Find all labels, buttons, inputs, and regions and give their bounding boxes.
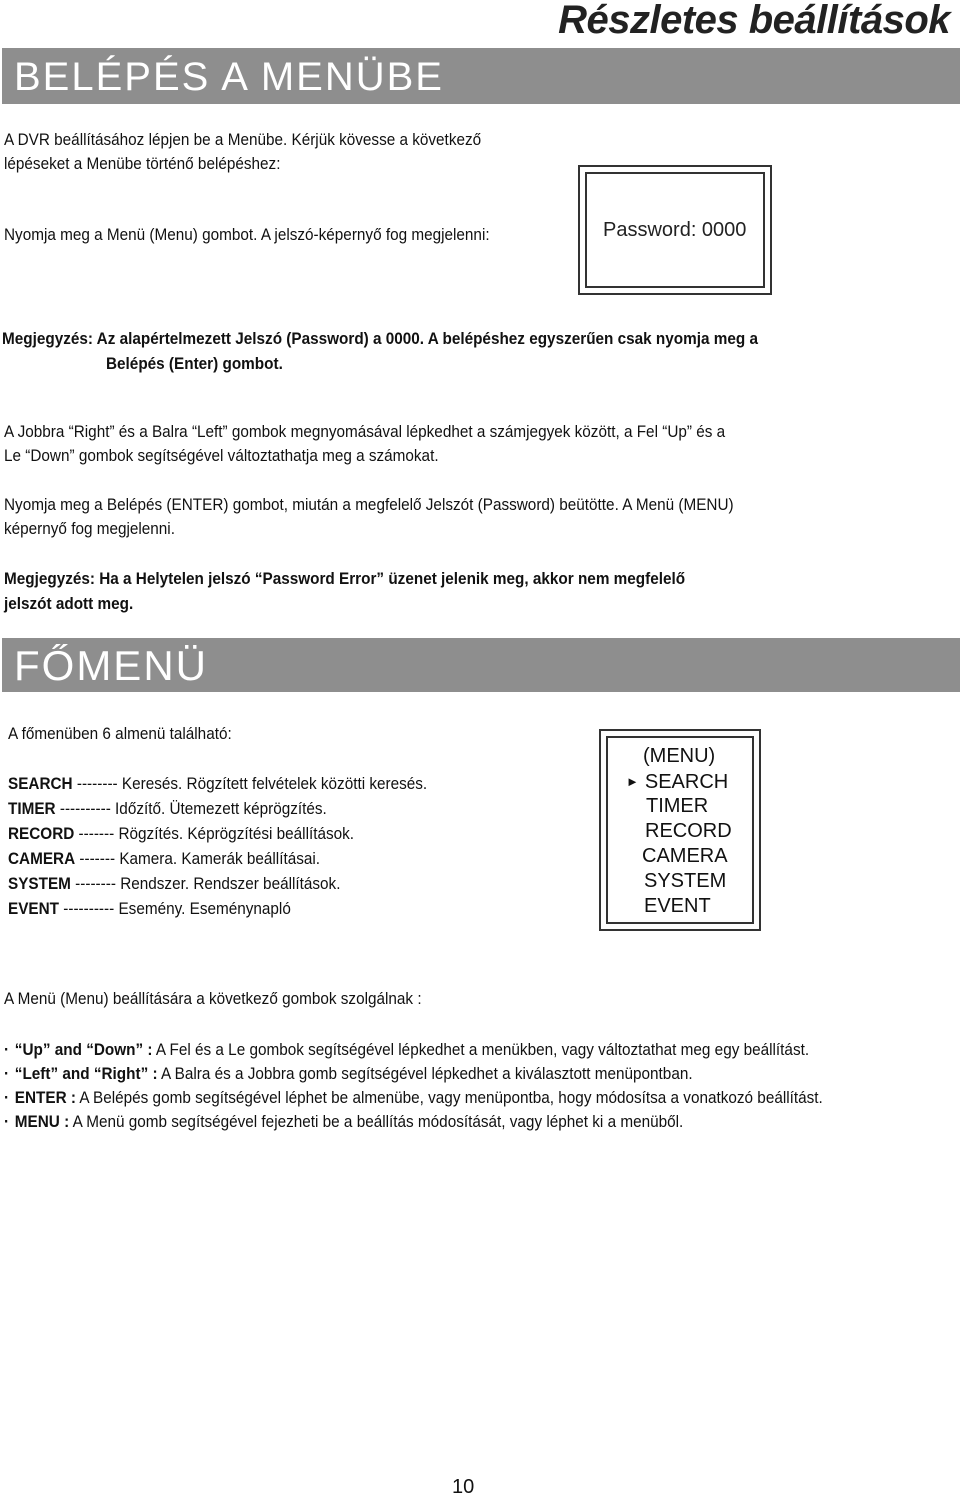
submenu-separator: -------: [75, 849, 120, 868]
button-desc-label: MENU :: [14, 1112, 70, 1131]
menu-screen-item-timer: TIMER: [646, 795, 709, 817]
submenu-desc: Esemény. Eseménynapló: [118, 899, 291, 918]
para-1-line-2: Le “Down” gombok segítségével változtathatja meg a számokat.: [4, 446, 439, 465]
submenu-separator: --------: [70, 874, 121, 893]
note-1-text: Az alapértelmezett Jelszó (Password) a 0000. A belépéshez egyszerűen csak nyomja meg a: [92, 329, 758, 348]
submenu-row-system: [8, 872, 340, 896]
submenu-row-event: [8, 897, 291, 921]
para-2-line-2: képernyő fog megjelenni.: [4, 519, 175, 538]
note-1-label: Megjegyzés:: [2, 329, 93, 348]
menu-screen-item-camera: CAMERA: [642, 845, 728, 867]
button-desc-label: “Up” and “Down” :: [14, 1040, 153, 1059]
menu-screen-title: (MENU): [643, 745, 716, 767]
note-1-line-2: Belépés (Enter) gombot.: [106, 354, 283, 373]
submenu-desc: Időzítő. Ütemezett képrögzítés.: [115, 799, 327, 818]
bullet-icon: ·: [4, 1112, 10, 1131]
button-desc-text: A Belépés gomb segítségével léphet be almenübe, vagy menüpontba, hogy módosítsa a vonatkozó beállítást.: [76, 1088, 823, 1107]
button-desc-up-down: [4, 1038, 809, 1062]
submenu-desc: Rendszer. Rendszer beállítások.: [120, 874, 341, 893]
menu-screen-item-search: [626, 769, 728, 795]
menu-screen-item-label: SEARCH: [644, 771, 729, 793]
page-number: 10: [452, 1476, 475, 1498]
button-desc-text: A Balra és a Jobbra gomb segítségével lépkedhet a kiválasztott menüpontban.: [157, 1064, 693, 1083]
button-desc-text: A Fel és a Le gombok segítségével lépkedhet a menükben, vagy változtathat meg egy beállítást.: [152, 1040, 810, 1059]
note-1-line-1: [2, 327, 758, 351]
button-desc-label: “Left” and “Right” :: [14, 1064, 158, 1083]
section-title-belepes: BELÉPÉS A MENÜBE: [2, 48, 960, 104]
section-title-fomenu: FŐMENÜ: [2, 638, 960, 692]
submenu-key: EVENT: [8, 899, 60, 918]
menu-screen-item-system: SYSTEM: [644, 870, 727, 892]
submenu-desc: Rögzítés. Képrögzítési beállítások.: [118, 824, 355, 843]
submenu-separator: -------: [74, 824, 119, 843]
submenu-row-camera: [8, 847, 320, 871]
submenu-row-timer: [8, 797, 327, 821]
buttons-intro: A Menü (Menu) beállítására a következő gombok szolgálnak :: [4, 989, 422, 1008]
submenu-key: SYSTEM: [8, 874, 71, 893]
button-desc-enter: [4, 1086, 823, 1110]
button-desc-label: ENTER :: [14, 1088, 76, 1107]
menu-screen-item-record: RECORD: [645, 820, 732, 842]
submenu-key: TIMER: [8, 799, 56, 818]
submenu-separator: ----------: [59, 899, 119, 918]
button-desc-text: A Menü gomb segítségével fejezheti be a beállítás módosítását, vagy léphet ki a menüből.: [69, 1112, 684, 1131]
bullet-icon: ·: [4, 1088, 10, 1107]
submenu-row-record: [8, 822, 354, 846]
button-desc-menu: [4, 1110, 683, 1134]
note-2-line-2: jelszót adott meg.: [4, 594, 134, 613]
password-screen-text: Password: 0000: [603, 219, 747, 241]
para-1-line-1: A Jobbra “Right” és a Balra “Left” gombok megnyomásával lépkedhet a számjegyek között, a Fel “Up” és a: [4, 422, 726, 441]
selection-arrow-icon: ►: [626, 774, 639, 789]
submenu-separator: ----------: [55, 799, 116, 818]
note-2-line-1: Megjegyzés: Ha a Helytelen jelszó “Password Error” üzenet jelenik meg, akkor nem megfelelő: [4, 569, 686, 588]
submenu-desc: Keresés. Rögzített felvételek közötti keresés.: [121, 774, 428, 793]
submenu-key: CAMERA: [8, 849, 76, 868]
submenu-intro: A főmenüben 6 almenü található:: [8, 724, 232, 743]
para-2-line-1: Nyomja meg a Belépés (ENTER) gombot, miután a megfelelő Jelszót (Password) beütötte. A Menü (MENU): [4, 495, 734, 514]
intro-line-1: A DVR beállításához lépjen be a Menübe. Kérjük kövesse a következő: [4, 130, 482, 149]
submenu-row-search: [8, 772, 427, 796]
submenu-key: SEARCH: [8, 774, 73, 793]
bullet-icon: ·: [4, 1064, 10, 1083]
button-desc-left-right: [4, 1062, 693, 1086]
submenu-key: RECORD: [8, 824, 75, 843]
submenu-desc: Kamera. Kamerák beállításai.: [119, 849, 321, 868]
menu-screen-item-event: EVENT: [644, 895, 711, 917]
page-header-title: Részletes beállítások: [558, 0, 950, 42]
press-menu-text: Nyomja meg a Menü (Menu) gombot. A jelszó-képernyő fog megjelenni:: [4, 225, 490, 244]
intro-line-2: lépéseket a Menübe történő belépéshez:: [4, 154, 281, 173]
submenu-separator: --------: [72, 774, 122, 793]
bullet-icon: ·: [4, 1040, 10, 1059]
